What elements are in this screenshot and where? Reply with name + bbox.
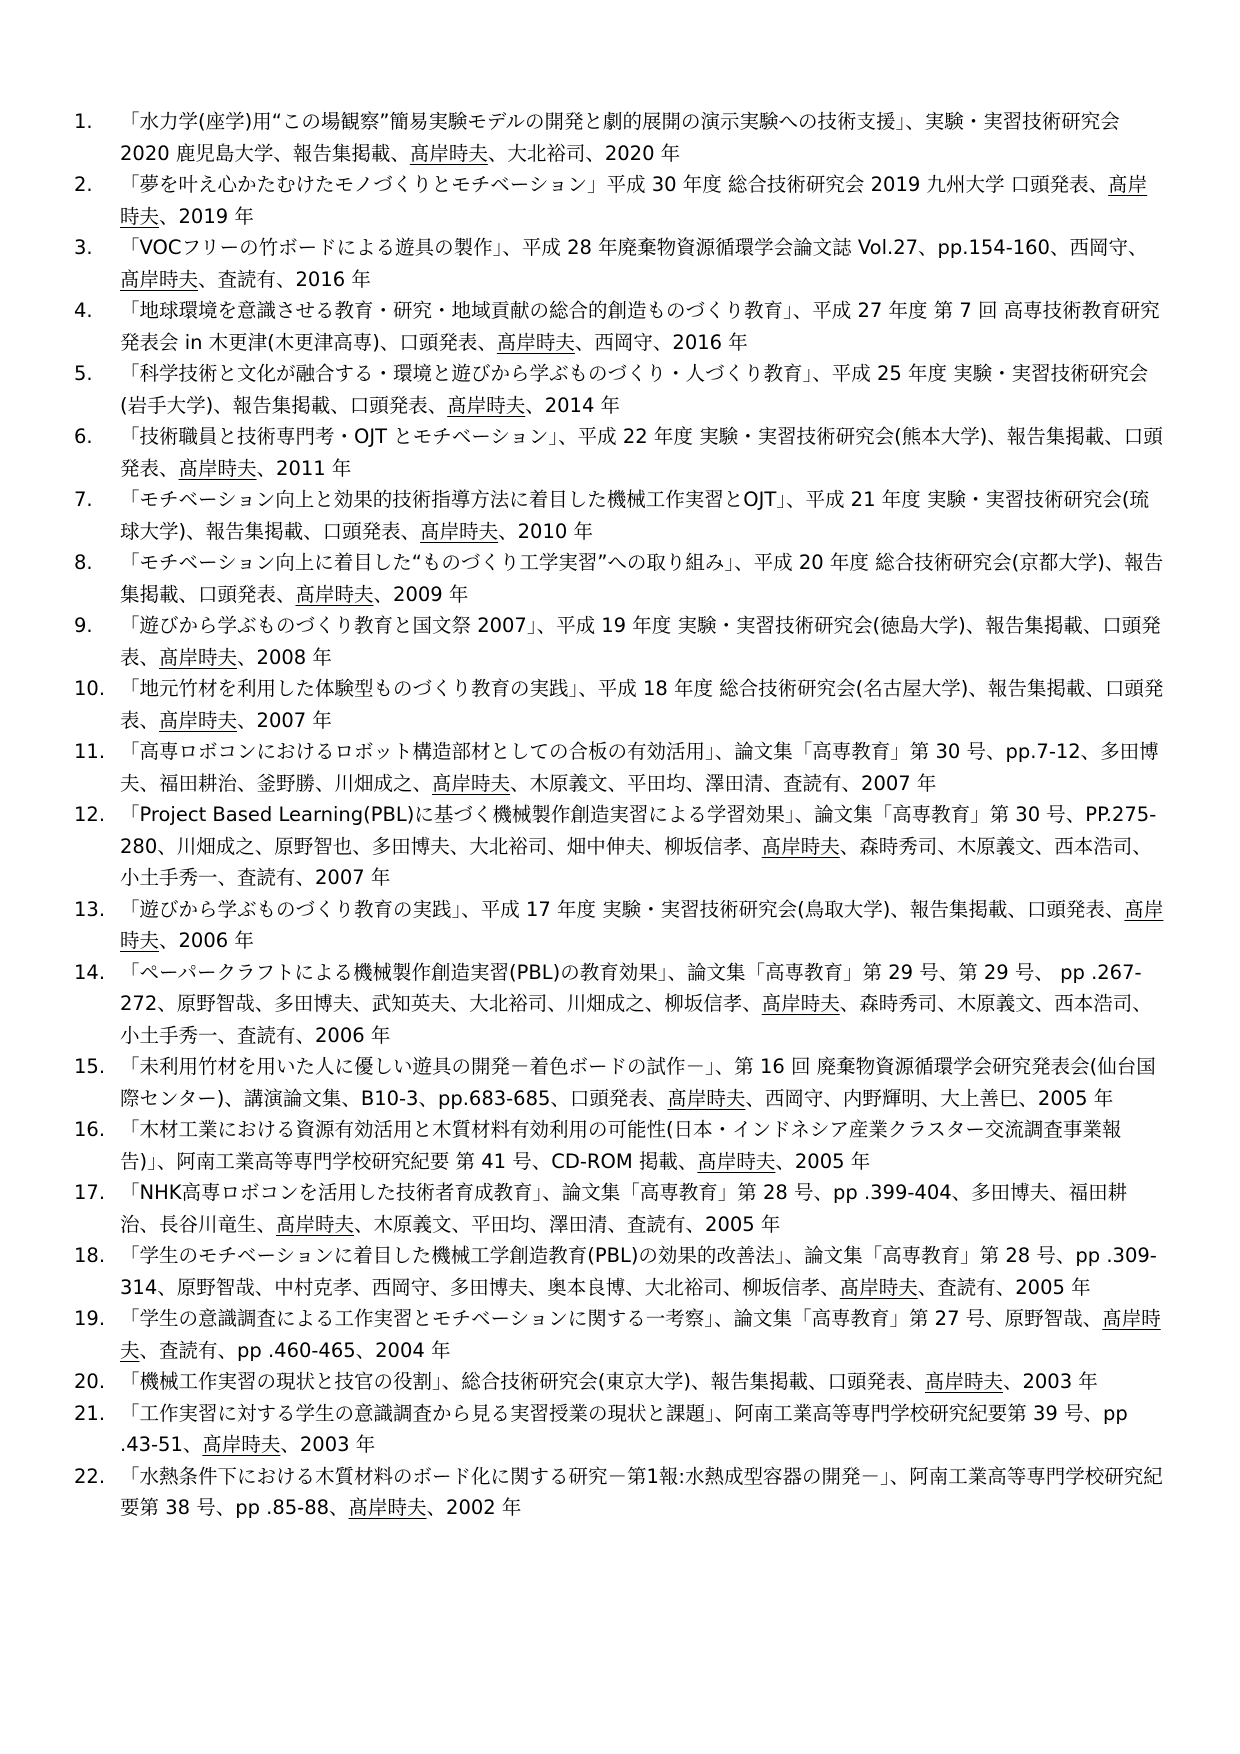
list-item [74, 1177, 1164, 1240]
item-text: 「モチベーション向上と効果的技術指導方法に着目した機械工作実習とOJT」、平成 21 年度 実験・実習技術研究会(琉球大学)、報告集掲載、口頭発表、 [120, 488, 1149, 543]
item-number: 4. [74, 299, 93, 322]
list-item [74, 358, 1164, 421]
item-number: 2. [74, 173, 93, 196]
item-text: 「モチベーション向上に着目した“ものづくり工学実習”への取り組み」、平成 20 年度 総合技術研究会(京都大学)、報告集掲載、口頭発表、 [120, 551, 1164, 606]
item-text-tail: 、森時秀司、木原義文、西本浩司、小土手秀一、査読有、2007 年 [120, 834, 1152, 889]
item-text: 「地元竹材を利用した体験型ものづくり教育の実践」、平成 18 年度 総合技術研究会(名古屋大学)、報告集掲載、口頭発表、 [120, 677, 1164, 732]
item-number: 17. [74, 1181, 106, 1204]
author-underlined: 髙岸時夫 [120, 897, 1164, 952]
item-text-tail: 、2010 年 [498, 519, 593, 543]
item-text-tail: 、査読有、2016 年 [198, 267, 371, 291]
item-number: 21. [74, 1401, 106, 1425]
item-number: 3. [74, 236, 93, 259]
list-item [74, 894, 1164, 957]
item-number: 14. [74, 960, 106, 984]
item-text-tail: 、2008 年 [237, 645, 332, 669]
list-item [74, 1303, 1164, 1366]
list-item [74, 1398, 1164, 1461]
author-underlined: 髙岸時夫 [178, 456, 257, 480]
item-number: 13. [74, 897, 106, 921]
item-text-tail: 、2007 年 [237, 708, 332, 732]
item-text-tail: 、2003 年 [280, 1433, 376, 1456]
item-text: 「遊びから学ぶものづくり教育と国文祭 2007」、平成 19 年度 実験・実習技術研究会(徳島大学)、報告集掲載、口頭発表、 [120, 614, 1161, 669]
item-text: 「未利用竹材を用いた人に優しい遊具の開発－着色ボードの試作－」、第 16 回 廃棄物資源循環学会研究発表会(仙台国際センター)、講演論文集、B10-3、pp.683-685、口頭発表、 [120, 1055, 1156, 1110]
item-text-tail: 、2019 年 [159, 204, 254, 228]
item-number: 7. [74, 488, 93, 511]
author-underlined: 髙岸時夫 [447, 393, 526, 417]
author-underlined: 髙岸時夫 [432, 771, 511, 795]
item-text-tail: 、2014 年 [525, 393, 621, 417]
list-item [74, 1366, 1164, 1398]
item-text-tail: 、2002 年 [426, 1496, 522, 1519]
item-text: 「NHK高専ロボコンを活用した技術者育成教育」、論文集「高専教育」第 28 号、pp .399-404、多田博夫、福田耕治、長谷川竜生、 [120, 1181, 1128, 1236]
item-text: 「技術職員と技術専門考・OJT とモチベーション」、平成 22 年度 実験・実習技術研究会(熊本大学)、報告集掲載、口頭発表、 [120, 425, 1163, 480]
list-item [74, 547, 1164, 610]
item-number: 6. [74, 425, 93, 448]
item-number: 19. [74, 1307, 106, 1330]
list-item [74, 673, 1164, 736]
author-underlined: 髙岸時夫 [761, 834, 840, 858]
list-item [74, 169, 1164, 232]
author-underlined: 髙岸時夫 [924, 1370, 1003, 1393]
item-number: 11. [74, 740, 106, 763]
item-text-tail: 、西岡守、2016 年 [574, 330, 748, 354]
author-underlined: 髙岸時夫 [120, 267, 199, 291]
author-underlined: 髙岸時夫 [839, 1275, 918, 1299]
author-underlined: 髙岸時夫 [120, 173, 1148, 228]
list-item [74, 484, 1164, 547]
item-text-tail: 、西岡守、内野輝明、大上善巳、2005 年 [745, 1086, 1114, 1110]
list-item [74, 1240, 1164, 1303]
item-text: 「学生の意識調査による工作実習とモチベーションに関する一考察」、論文集「高専教育」第 27 号、原野智哉、 [120, 1307, 1103, 1330]
item-text: 「夢を叶え心かたむけたモノづくりとモチベーション」平成 30 年度 総合技術研究会 2019 九州大学 口頭発表、 [120, 173, 1109, 196]
item-number: 22. [74, 1464, 106, 1488]
item-text-tail: 、森時秀司、木原義文、西本浩司、小土手秀一、査読有、2006 年 [120, 992, 1152, 1047]
author-underlined: 髙岸時夫 [348, 1496, 427, 1519]
item-text-tail: 、木原義文、平田均、澤田清、査読有、2007 年 [510, 771, 937, 795]
author-underlined: 髙岸時夫 [496, 330, 575, 354]
author-underlined: 髙岸時夫 [667, 1086, 746, 1110]
item-text-tail: 、2009 年 [373, 582, 469, 606]
item-text: 「高専ロボコンにおけるロボット構造部材としての合板の有効活用」、論文集「高専教育」第 30 号、pp.7-12、多田博夫、福田耕治、釜野勝、川畑成之、 [120, 740, 1159, 795]
item-number: 5. [74, 362, 93, 385]
item-text: 「ペーパークラフトによる機械製作創造実習(PBL)の教育効果」、論文集「高専教育」第 29 号、第 29 号、 pp .267-272、原野智哉、多田博夫、武知英夫、大北裕司、川畑成之、柳坂信孝、 [120, 960, 1142, 1015]
author-underlined: 髙岸時夫 [761, 992, 840, 1015]
author-underlined: 髙岸時夫 [276, 1212, 355, 1236]
author-underlined: 髙岸時夫 [697, 1149, 776, 1173]
list-item [74, 1461, 1164, 1524]
item-text: 「工作実習に対する学生の意識調査から見る実習授業の現状と課題」、阿南工業高等専門学校研究紀要第 39 号、pp .43-51、 [120, 1401, 1128, 1456]
item-number: 20. [74, 1370, 106, 1393]
item-text: 「科学技術と文化が融合する・環境と遊びから学ぶものづくり・人づくり教育」、平成 25 年度 実験・実習技術研究会(岩手大学)、報告集掲載、口頭発表、 [120, 362, 1149, 417]
item-number: 10. [74, 677, 106, 700]
list-item [74, 610, 1164, 673]
item-text-tail: 、2006 年 [159, 929, 254, 952]
item-text: 「VOCフリーの竹ボードによる遊具の製作」、平成 28 年廃棄物資源循環学会論文誌 Vol.27、pp.154-160、西岡守、 [120, 236, 1148, 259]
list-item [74, 1114, 1164, 1177]
item-text-tail: 、木原義文、平田均、澤田清、査読有、2005 年 [354, 1212, 781, 1236]
list-item [74, 1051, 1164, 1114]
item-number: 15. [74, 1055, 106, 1078]
item-text-tail: 、査読有、pp .460-465、2004 年 [139, 1338, 451, 1362]
item-text: 「学生のモチベーションに着目した機械工学創造教育(PBL)の効果的改善法」、論文集「高専教育」第 28 号、pp .309-314、原野智哉、中村克孝、西岡守、多田博夫、奥本良博、大北裕司、柳坂信孝、 [120, 1244, 1157, 1299]
item-number: 18. [74, 1244, 106, 1267]
item-number: 1. [74, 110, 93, 133]
reference-list-page [74, 106, 1164, 1524]
item-number: 9. [74, 614, 93, 637]
list-item [74, 421, 1164, 484]
author-underlined: 髙岸時夫 [159, 708, 238, 732]
author-underlined: 髙岸時夫 [409, 141, 488, 165]
item-number: 12. [74, 803, 106, 826]
item-text: 「水力学(座学)用“この場観察”簡易実験モデルの開発と劇的展開の演示実験への技術支援」、実験・実習技術研究会 2020 鹿児島大学、報告集掲載、 [120, 110, 1120, 165]
item-text: 「遊びから学ぶものづくり教育の実践」、平成 17 年度 実験・実習技術研究会(鳥取大学)、報告集掲載、口頭発表、 [120, 897, 1125, 921]
item-text: 「水熱条件下における木質材料のボード化に関する研究－第1報:水熱成型容器の開発－」、阿南工業高等専門学校研究紀要第 38 号、pp .85-88、 [120, 1464, 1163, 1519]
item-text-tail: 、2011 年 [256, 456, 352, 480]
list-item [74, 106, 1164, 169]
author-underlined: 髙岸時夫 [295, 582, 374, 606]
author-underlined: 髙岸時夫 [159, 645, 238, 669]
author-underlined: 髙岸時夫 [202, 1433, 281, 1456]
item-text-tail: 、大北裕司、2020 年 [487, 141, 681, 165]
item-text: 「Project Based Learning(PBL)に基づく機械製作創造実習による学習効果」、論文集「高専教育」第 30 号、PP.275-280、川畑成之、原野智也、多田博夫、大北裕司、畑中伸夫、柳坂信孝、 [120, 803, 1157, 858]
item-text-tail: 、2005 年 [775, 1149, 871, 1173]
list-item [74, 957, 1164, 1052]
item-text-tail: 、2003 年 [1002, 1370, 1098, 1393]
list-item [74, 736, 1164, 799]
item-text: 「機械工作実習の現状と技官の役割」、総合技術研究会(東京大学)、報告集掲載、口頭発表、 [120, 1370, 925, 1393]
list-item [74, 799, 1164, 894]
item-text-tail: 、査読有、2005 年 [917, 1275, 1091, 1299]
item-number: 8. [74, 551, 93, 574]
reference-list [74, 106, 1164, 1524]
item-number: 16. [74, 1118, 106, 1141]
author-underlined: 髙岸時夫 [420, 519, 499, 543]
item-text: 「地球環境を意識させる教育・研究・地域貢献の総合的創造ものづくり教育」、平成 27 年度 第 7 回 高専技術教育研究発表会 in 木更津(木更津高専)、口頭発表、 [120, 299, 1160, 354]
list-item [74, 232, 1164, 295]
author-underlined: 髙岸時夫 [120, 1307, 1161, 1362]
item-text: 「木材工業における資源有効活用と木質材料有効利用の可能性(日本・インドネシア産業クラスター交流調査事業報告)」、阿南工業高等専門学校研究紀要 第 41 号、CD-ROM 掲載、 [120, 1118, 1122, 1173]
list-item [74, 295, 1164, 358]
